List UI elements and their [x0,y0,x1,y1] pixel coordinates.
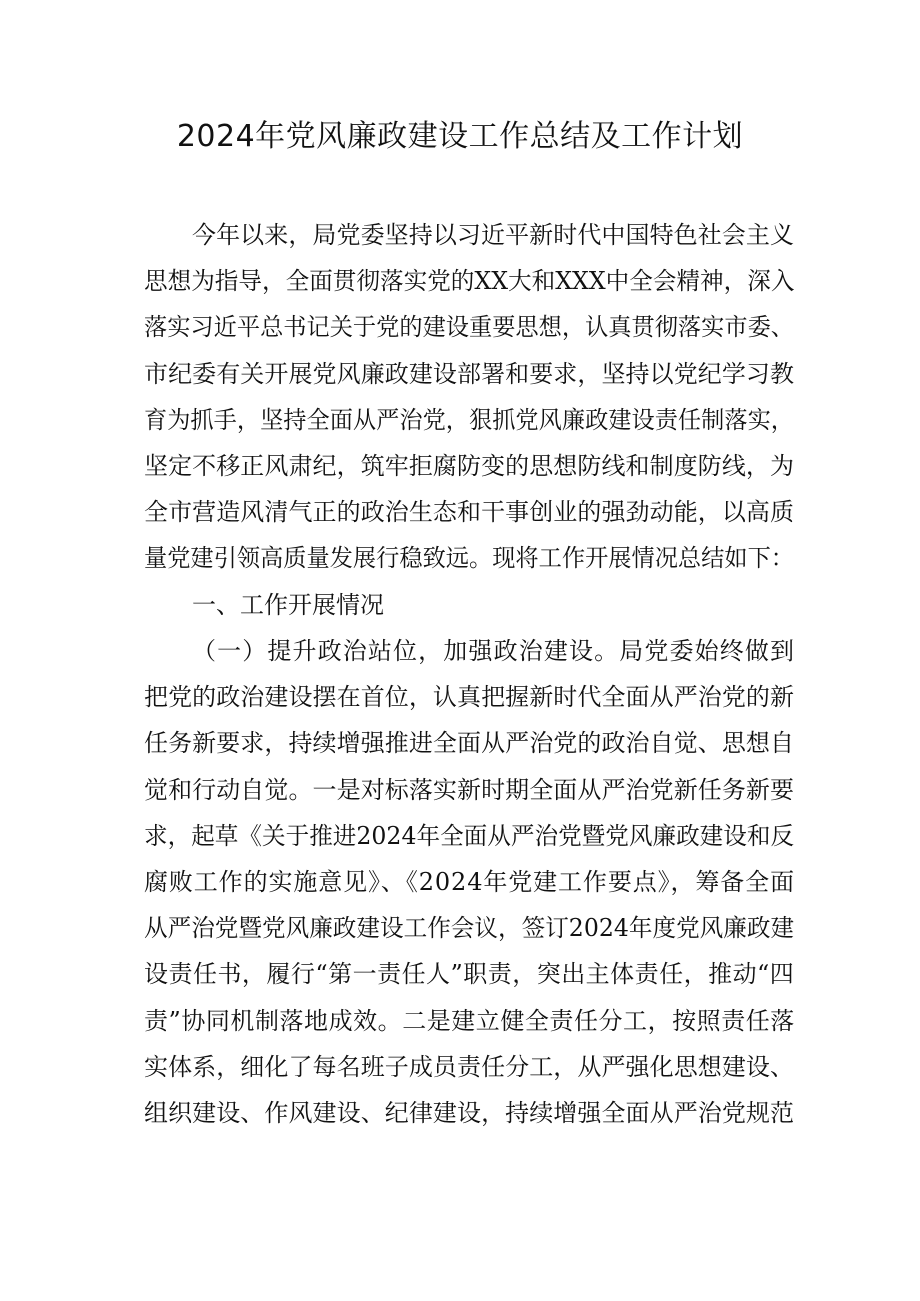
text-line: 量党建引领高质量发展行稳致远。现将工作开展情况总结如下： [144,544,794,573]
text-line: 求，起草《关于推进2024年全面从严治党暨党风廉政建设和反 [144,821,795,850]
text-line: 腐败工作的实施意见》、《2024年党建工作要点》，筹备全面 [144,867,795,896]
text-line: 今年以来，局党委坚持以习近平新时代中国特色社会主义 [192,221,795,249]
text-line: 责”协同机制落地成效。二是建立健全责任分工，按照责任落 [144,1006,795,1035]
intro-paragraph [144,212,794,582]
text-line: （一）提升政治站位，加强政治建设。局党委始终做到 [192,637,796,665]
text-line: 市纪委有关开展党风廉政建设部署和要求，坚持以党纪学习教 [144,359,795,388]
text-line: 育为抓手，坚持全面从严治党，狠抓党风廉政建设责任制落实， [144,405,794,434]
text-line: 思想为指导，全面贯彻落实党的XX大和XXX中全会精神，深入 [144,267,795,296]
text-line: 任务新要求，持续增强推进全面从严治党的政治自觉、思想自 [144,729,795,758]
section1-paragraph [144,628,794,1136]
text-line: 组织建设、作风建设、纪律建设，持续增强全面从严治党规范 [144,1098,795,1127]
text-line: 设责任书，履行“第一责任人”职责，突出主体责任，推动“四 [144,960,795,989]
text-line: 坚定不移正风肃纪，筑牢拒腐防变的思想防线和制度防线，为 [144,451,795,480]
text-line: 落实习近平总书记关于党的建设重要思想，认真贯彻落实市委、 [144,313,794,342]
document-title: 2024年党风廉政建设工作总结及工作计划 [176,119,744,154]
text-line: 觉和行动自觉。一是对标落实新时期全面从严治党新任务新要 [144,775,795,804]
text-line: 全市营造风清气正的政治生态和干事创业的强劲动能，以高质 [144,498,795,527]
text-line: 实体系，细化了每名班子成员责任分工，从严强化思想建设、 [144,1052,795,1081]
text-line: 从严治党暨党风廉政建设工作会议，签订2024年度党风廉政建 [144,914,795,943]
text-line: 把党的政治建设摆在首位，认真把握新时代全面从严治党的新 [144,683,795,712]
section-heading: 一、工作开展情况 [192,591,384,619]
